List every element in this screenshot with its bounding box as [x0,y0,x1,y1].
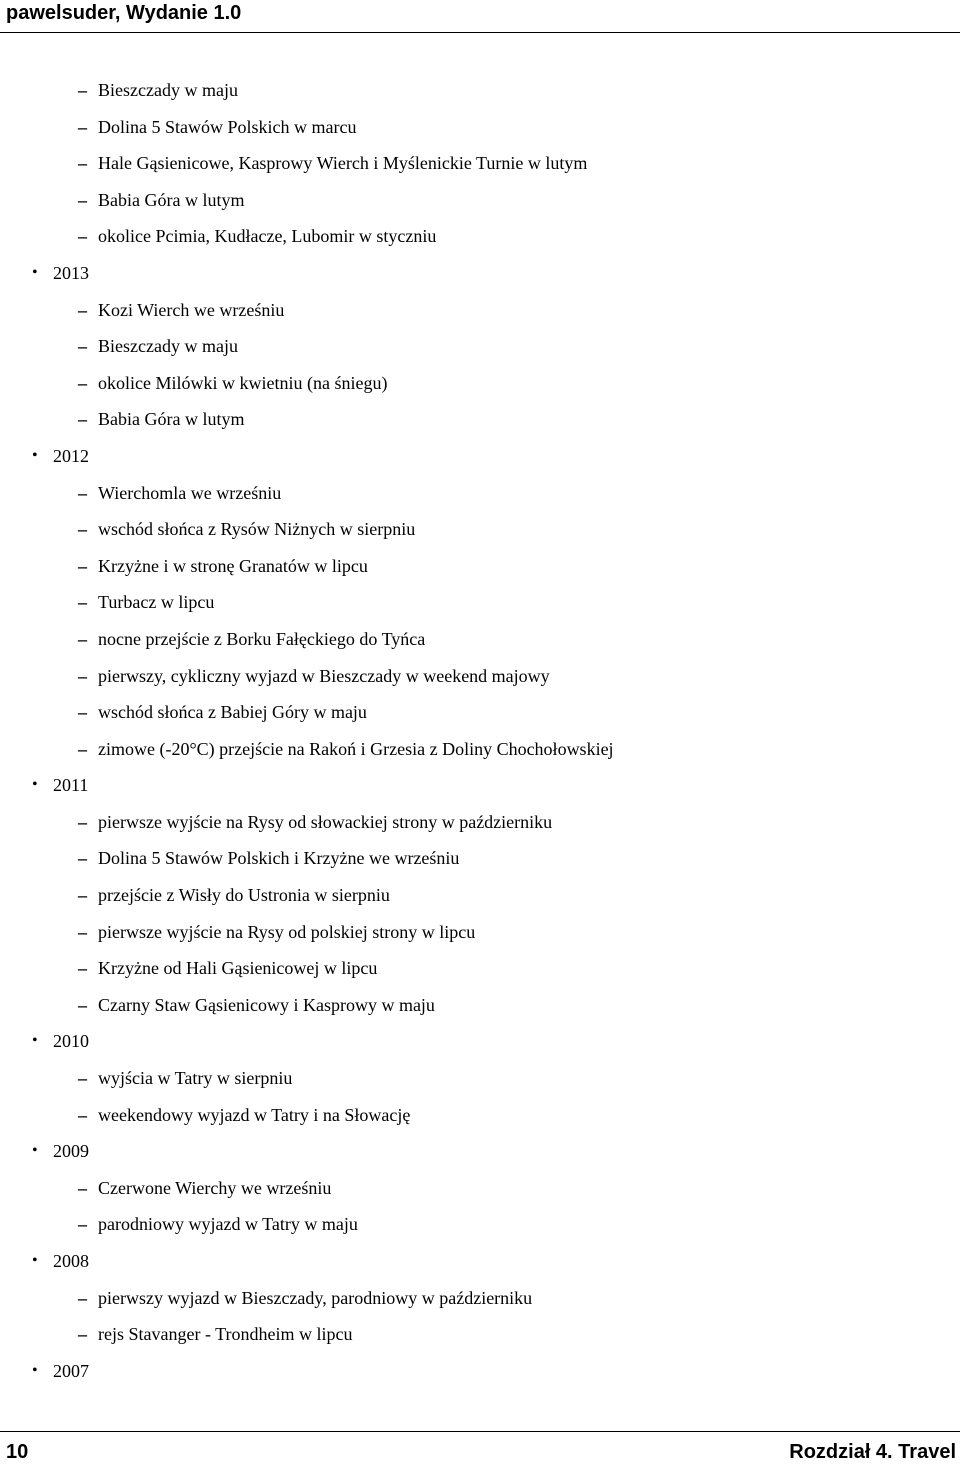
list-item-text: pierwszy wyjazd w Bieszczady, parodniowy w październiku [98,1287,533,1308]
dash-marker: – [78,848,87,869]
list-item-text: Czarny Staw Gąsienicowy i Kasprowy w maju [98,994,435,1015]
page-number: 10 [6,1441,29,1463]
list-item-text: Kozi Wierch we wrześniu [98,299,285,320]
bullet-marker: • [32,1142,38,1160]
dash-marker: – [78,555,87,576]
list-item-text: rejs Stavanger - Trondheim w lipcu [98,1324,353,1345]
dash-marker: – [78,1214,87,1235]
list-item [0,1170,960,1207]
list-item-text: Dolina 5 Stawów Polskich i Krzyżne we wrześniu [98,848,460,869]
list-item [0,182,960,219]
chapter-label: Rozdział 4. Travel [789,1441,956,1463]
dash-marker: – [78,80,87,100]
list-item [0,804,960,841]
list-item [0,1060,960,1097]
list-item [0,987,960,1024]
list-item-text: pierwsze wyjście na Rysy od słowackiej strony w październiku [98,811,553,832]
list-item [0,914,960,951]
list-item [0,145,960,182]
year-heading-2012 [0,438,960,475]
list-item-text: Dolina 5 Stawów Polskich w marcu [98,116,357,137]
dash-marker: – [78,921,87,942]
year-heading-2010 [0,1023,960,1060]
list-item-text: Hale Gąsienicowe, Kasprowy Wierch i Myślenickie Turnie w lutym [98,153,588,174]
page-header [0,0,960,30]
list-item [0,401,960,438]
list-item [0,292,960,329]
list-item-text: Babia Góra w lutym [98,189,245,210]
dash-marker: – [78,1324,87,1345]
list-item-text: przejście z Wisły do Ustronia w sierpniu [98,885,390,906]
list-item [0,109,960,146]
list-item [0,1316,960,1353]
bullet-marker: • [32,263,38,281]
dash-marker: – [78,811,87,832]
year-label: 2010 [53,1031,89,1052]
list-item-text: Bieszczady w maju [98,336,238,357]
year-label: 2009 [53,1141,89,1162]
dash-marker: – [78,189,87,210]
dash-marker: – [78,628,87,649]
list-item [0,584,960,621]
list-item-text: wschód słońca z Rysów Niżnych w sierpniu [98,519,416,540]
dash-marker: – [78,738,87,759]
dash-marker: – [78,1068,87,1089]
list-item-text: wyjścia w Tatry w sierpniu [98,1068,293,1089]
list-item [0,475,960,512]
dash-marker: – [78,116,87,137]
list-item-text: Turbacz w lipcu [98,592,215,613]
year-heading-2013 [0,255,960,292]
list-item [0,328,960,365]
dash-marker: – [78,482,87,503]
travel-list [0,72,960,1389]
year-label: 2011 [53,775,89,796]
year-label: 2008 [53,1251,89,1271]
dash-marker: – [78,372,87,393]
bullet-marker: • [32,776,38,794]
list-item-text: Wierchomla we wrześniu [98,482,282,503]
list-item [0,1280,960,1317]
dash-marker: – [78,665,87,686]
dash-marker: – [78,409,87,430]
list-item [0,1097,960,1134]
dash-marker: – [78,153,87,174]
bullet-marker: • [32,1361,38,1379]
list-item [0,621,960,658]
dash-marker: – [78,226,87,247]
header-divider [0,32,960,33]
list-item-text: nocne przejście z Borku Fałęckiego do Tyńca [98,628,426,649]
list-item-text: zimowe (-20°C) przejście na Rakoń i Grzesia z Doliny Chochołowskiej [98,738,614,759]
list-item-text: Bieszczady w maju [98,80,238,100]
year-heading-2007 [0,1353,960,1390]
list-item-text: okolice Milówki w kwietniu (na śniegu) [98,372,388,393]
list-item [0,877,960,914]
bullet-marker: • [32,446,38,464]
year-heading-2008 [0,1243,960,1280]
list-item [0,694,960,731]
dash-marker: – [78,885,87,906]
list-item [0,548,960,585]
bullet-marker: • [32,1252,38,1269]
list-item-text: wschód słońca z Babiej Góry w maju [98,702,367,723]
year-heading-2009 [0,1133,960,1170]
list-item-text: Czerwone Wierchy we wrześniu [98,1177,332,1198]
list-item [0,218,960,255]
dash-marker: – [78,592,87,613]
dash-marker: – [78,702,87,723]
year-label: 2007 [53,1360,89,1381]
list-item-text: okolice Pcimia, Kudłacze, Lubomir w styczniu [98,226,437,247]
year-label: 2012 [53,445,89,466]
list-item-text: Krzyżne od Hali Gąsienicowej w lipcu [98,958,378,979]
dash-marker: – [78,519,87,540]
year-label: 2013 [53,262,89,283]
dash-marker: – [78,958,87,979]
footer-divider [0,1431,960,1432]
list-item [0,731,960,768]
dash-marker: – [78,299,87,320]
list-item-text: pierwszy, cykliczny wyjazd w Bieszczady w weekend majowy [98,665,550,686]
dash-marker: – [78,1287,87,1308]
list-item-text: weekendowy wyjazd w Tatry i na Słowację [98,1104,411,1125]
list-item [0,840,960,877]
list-item-text: pierwsze wyjście na Rysy od polskiej strony w lipcu [98,921,476,942]
document-title: pawelsuder, Wydanie 1.0 [6,2,242,24]
list-item [0,950,960,987]
list-item [0,365,960,402]
list-item-text: parodniowy wyjazd w Tatry w maju [98,1214,358,1235]
bullet-marker: • [32,1032,38,1050]
list-item [0,72,960,109]
dash-marker: – [78,994,87,1015]
list-item [0,511,960,548]
year-heading-2011 [0,767,960,804]
list-item [0,658,960,695]
list-item-text: Babia Góra w lutym [98,409,245,430]
dash-marker: – [78,336,87,357]
dash-marker: – [78,1177,87,1198]
dash-marker: – [78,1104,87,1125]
list-item-text: Krzyżne i w stronę Granatów w lipcu [98,555,368,576]
list-item [0,1206,960,1243]
